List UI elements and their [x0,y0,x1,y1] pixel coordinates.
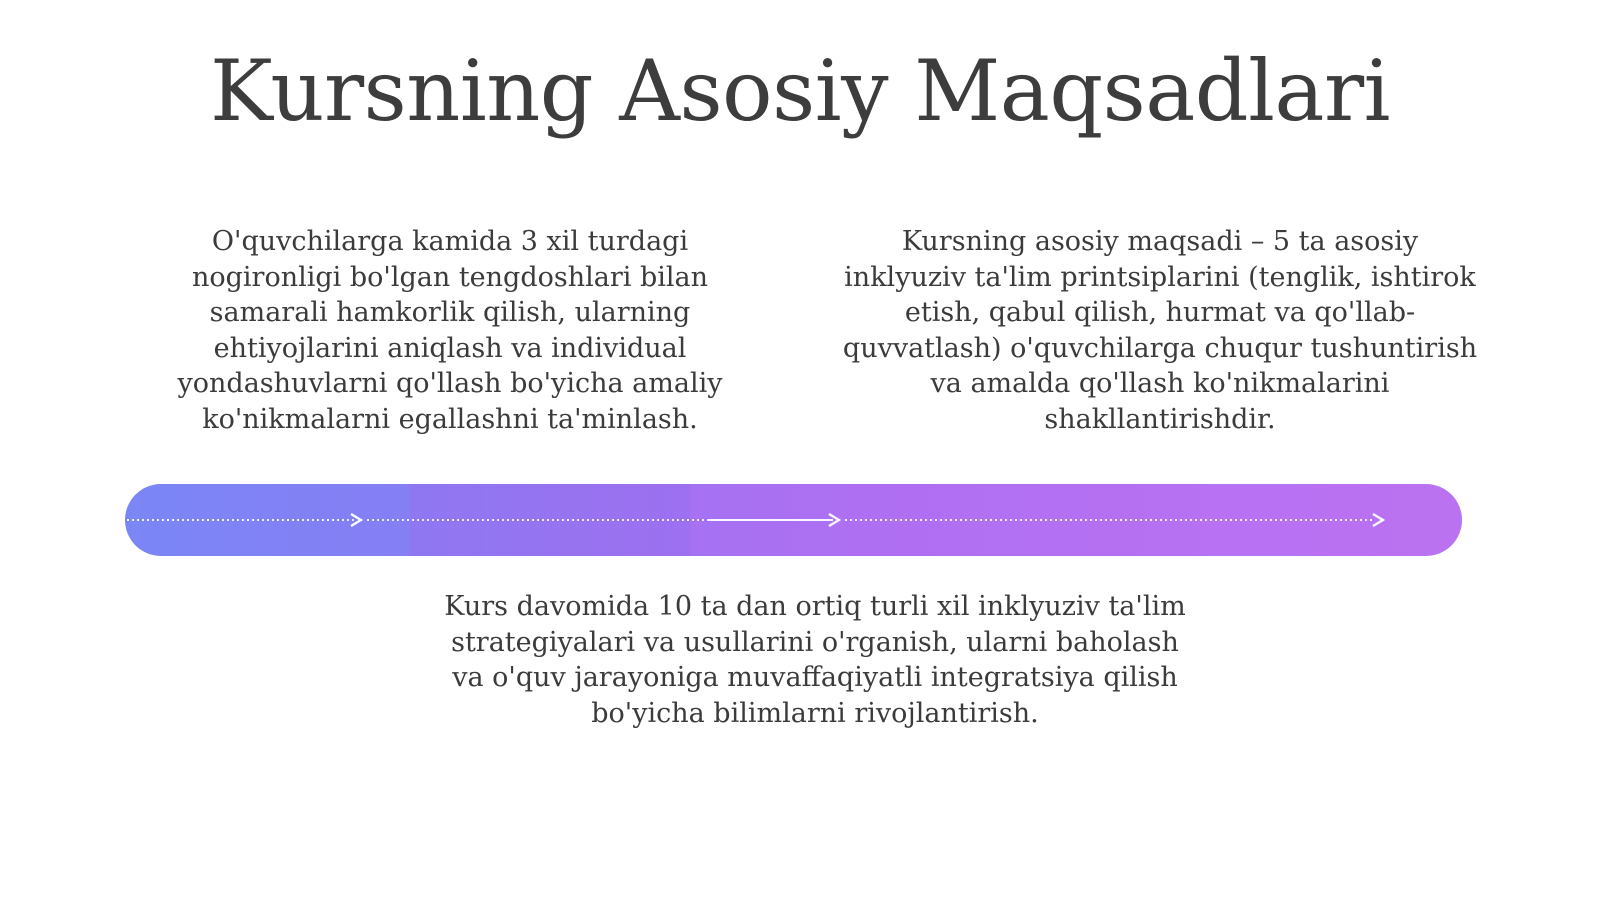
slide-title: Kursning Asosiy Maqsadlari [209,42,1391,140]
timeline-arrows [125,484,1462,556]
objective-text-bottom: Kurs davomida 10 ta dan ortiq turli xil inklyuziv ta'lim strategiyalari va usullarini o'rganish, ularni baholash va o'quv jarayoniga muvaffaqiyatli integratsiya qilish bo'yicha bilimlarni rivojlantirish. [444,591,1186,729]
arrow-right-icon [1373,514,1383,526]
timeline-bar [125,484,1462,556]
objective-text-right: Kursning asosiy maqsadi – 5 ta asosiy inklyuziv ta'lim printsiplarini (tenglik, ishtirok etish, qabul qilish, hurmat va qo'llab-quvvatlash) o'quvchilarga chuqur tushuntirish va amalda qo'llash ko'nikmalarini shakllantirishdir. [842,226,1478,435]
objective-text-left: O'quvchilarga kamida 3 xil turdagi nogironligi bo'lgan tengdoshlari bilan samarali hamkorlik qilish, ularning ehtiyojlarini aniqlash va individual yondashuvlarni qo'llash bo'yicha amaliy ko'nikmalarni egallashni ta'minlash. [177,226,723,435]
